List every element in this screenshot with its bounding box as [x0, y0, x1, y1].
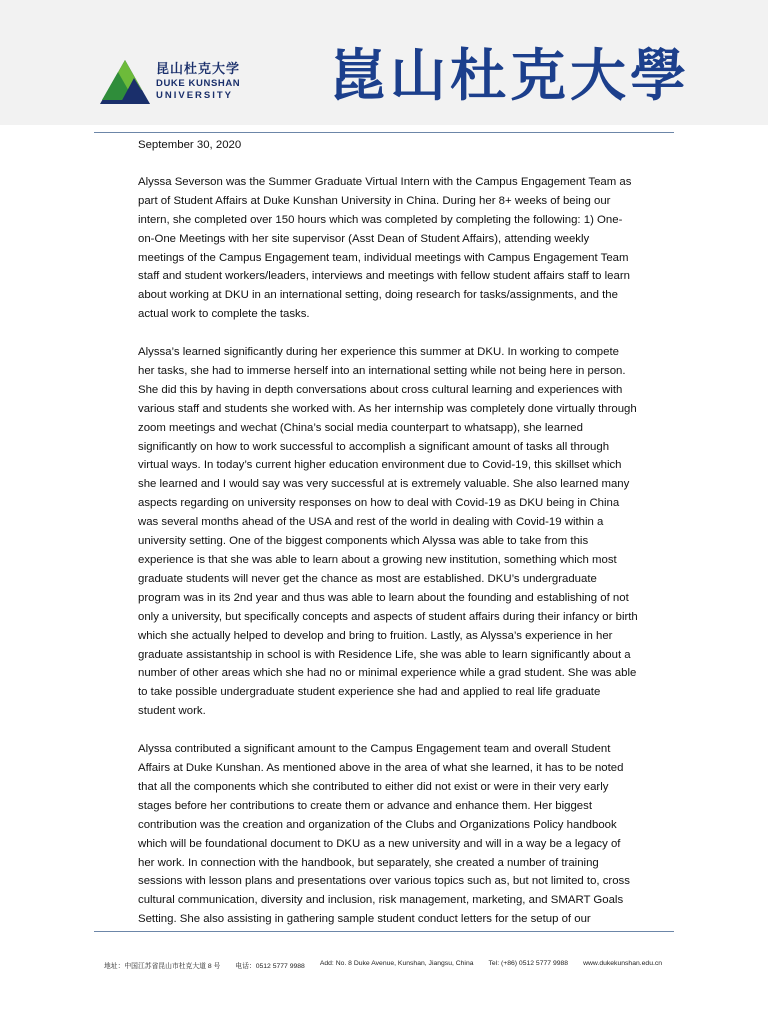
footer-phone-chinese: 电话：0512 5777 9988 — [235, 963, 305, 970]
footer-contact — [104, 960, 674, 970]
paragraph-learning: Alyssa’s learned significantly during her experience this summer at DKU. In working to compete her tasks, she had to immerse herself into an international setting while not being here in person. She did this by having in depth conversations about cross cultural learning and experiences with various staff and students she worked with. As her internship was completely done virtually through zoom meetings and wechat (China’s social media counterpart to whatsapp), she learned significantly on how to work successful to accomplish a significant amount of tasks all through virtual ways. In today’s current higher education environment due to Covid-19, this skillset which she learned and I would say was very successful at is extremely valuable. She also learned many aspects regarding on university responses on how to deal with Covid-19 as DKU being in China was several months ahead of the USA and rest of the world in dealing with Covid-19 within a university setting. One of the biggest components which Alyssa was able to take from this experience is that she was able to learn about a growing new institution, something which most graduate students will never get the chance as most are established. DKU’s undergraduate program was in its 2nd year and thus was able to learn about the founding and establishing of not only a university, but specifically concepts and aspects of student affairs during their infancy or birth which she actually helped to develop and bring to fruition. Lastly, as Alyssa’s experience in her graduate assistantship in school is with Residence Life, she was able to learn significantly about a number of other areas which she had no or minimal experience while a grad student. She was able to take possible undergraduate student experience she had and applied to real life graduate student work. — [138, 346, 638, 718]
footer-phone-english: Tel: (+86) 0512 5777 9988 — [488, 960, 569, 967]
letter-date: September 30, 2020 — [138, 139, 242, 151]
university-logo — [98, 56, 248, 108]
footer-address-chinese: 地址：中国江苏省昆山市杜克大道 8 号 — [104, 963, 221, 970]
logo-english-subname: UNIVERSITY — [156, 90, 234, 101]
logo-chinese-name: 昆山杜克大学 — [156, 61, 241, 76]
calligraphy-title: 崑山杜克大學 — [330, 43, 690, 109]
paragraph-intro: Alyssa Severson was the Summer Graduate Virtual Intern with the Campus Engagement Team as part of Student Affairs at Duke Kunshan University in China. During her 8+ weeks of being our intern, she completed over 150 hours which was completed by completing the following: 1) One-on-One Meetings with her site supervisor (Asst Dean of Student Affairs), attending weekly meetings of the Campus Engagement team, individual meetings with Campus Engagement Team staff and student workers/leaders, interviews and meetings with fellow student affairs staff to learn about working at DKU in an international setting, doing research for tasks/assignments, and the actual work to complete the tasks. — [138, 175, 632, 321]
logo-english-name: DUKE KUNSHAN — [156, 78, 241, 89]
header-divider — [94, 132, 674, 133]
paragraph-contributions: Alyssa contributed a significant amount to the Campus Engagement team and overall Student Affairs at Duke Kunshan. As mentioned above in the area of what she learned, it has to be noted that all the components which she contributed to either did not exist or were in their very early stages before her contributions to create them or advance and enhance them. Her biggest contribution was the creation and organization of the Clubs and Organizations Policy handbook which will be foundational document to DKU as a new university and will in a way be a legacy of her work. In connection with the handbook, but separately, she created a number of training sessions with lesson plans and presentations over various topics such as, but not limited to, cross cultural communication, diversity and inclusion, risk management, marketing, and SMART Goals Setting. She also assisting in gathering sample student conduct letters for the setup of our — [138, 743, 630, 926]
footer-divider — [94, 931, 674, 932]
mountain-logo-icon — [98, 58, 152, 106]
letter-body — [138, 136, 638, 948]
footer-address-english: Add: No. 8 Duke Avenue, Kunshan, Jiangsu, China — [319, 960, 474, 967]
letterhead — [0, 0, 768, 125]
footer-website: www.dukekunshan.edu.cn — [583, 960, 663, 967]
